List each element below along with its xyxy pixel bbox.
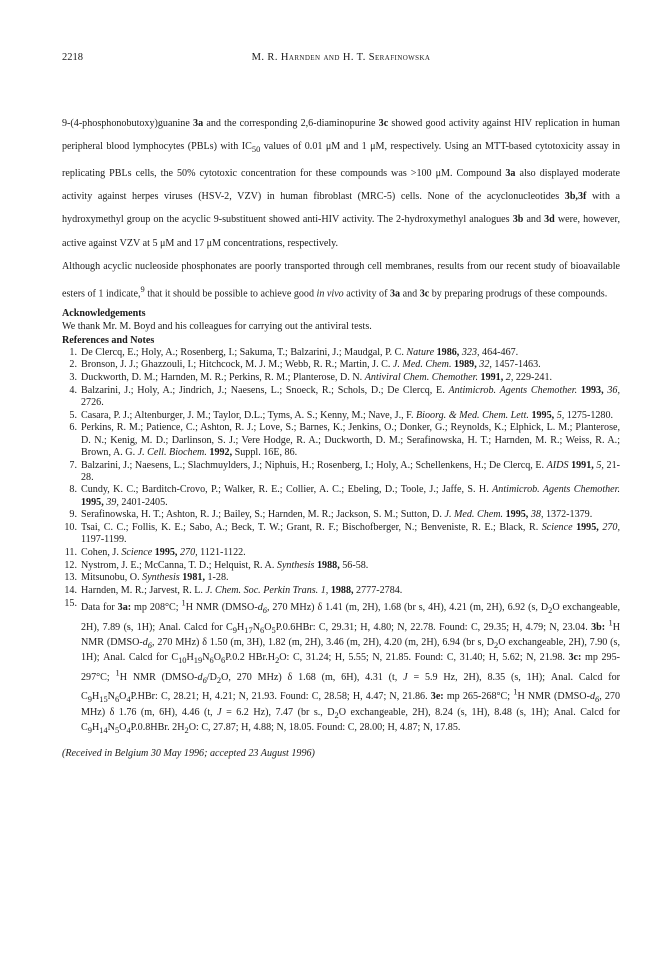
reference-number: 5. (69, 409, 77, 421)
reference-item (62, 422, 620, 459)
reference-number: 7. (69, 459, 77, 471)
reference-text: Tsai, C. C.; Follis, K. E.; Sabo, A.; Beck, T. W.; Grant, R. F.; Bischofberger, N.; Benveniste, R. E.; Black, R. Science 1995, 270, 1197-1199. (81, 522, 620, 546)
journal-page (62, 52, 620, 760)
reference-text: Perkins, R. M.; Patience, C.; Ashton, R. J.; Love, S.; Barnes, K.; Jenkins, O.; Donker, G.; Reynolds, K.; Elphick, L. M.; Planterose, D. N.; Kenig, M. D.; Darlinson, S. J.; Vere Hodge, R. A.; Duckworth, D. M.; Serafinowska, H. T.; Harnden, M. R.; Weiss, R. A.; Brown, A. G. J. Cell. Biochem. 1992, Suppl. 16E, 86. (81, 422, 620, 458)
reference-item (62, 359, 620, 371)
page-number: 2218 (62, 52, 83, 63)
reference-item (62, 560, 620, 572)
received-note: (Received in Belgium 30 May 1996; accepted 23 August 1996) (62, 748, 315, 759)
reference-number: 9. (69, 509, 77, 521)
reference-item (62, 385, 620, 409)
reference-item (62, 522, 620, 546)
reference-text: De Clercq, E.; Holy, A.; Rosenberg, I.; Sakuma, T.; Balzarini, J.; Maudgal, P. C. Nature 1986, 323, 464-467. (81, 346, 519, 358)
reference-number: 3. (69, 372, 77, 384)
reference-item (62, 509, 620, 521)
references-heading: References and Notes (62, 334, 155, 346)
reference-number: 13. (64, 572, 77, 584)
reference-text: Harnden, M. R.; Jarvest, R. L. J. Chem. Soc. Perkin Trans. 1, 1988, 2777-2784. (81, 585, 403, 597)
reference-text: Nystrom, J. E.; McCanna, T. D.; Helquist, R. A. Synthesis 1988, 56-58. (81, 559, 369, 571)
reference-text: Bronson, J. J.; Ghazzouli, I.; Hitchcock, M. J. M.; Webb, R. R.; Martin, J. C. J. Med. Chem. 1989, 32, 1457-1463. (81, 359, 541, 371)
reference-item (62, 484, 620, 508)
reference-item (62, 460, 620, 484)
acknowledgements-text: We thank Mr. M. Boyd and his colleagues for carrying out the antiviral tests. (62, 320, 372, 332)
body-paragraph-activity: 9-(4-phosphonobutoxy)guanine 3a and the corresponding 2,6-diaminopurine 3c showed good activity against HIV replication in human peripheral blood lymphocytes (PBLs) with $IC_{50}$ values of 0.01 μM and 1 μM, respectively. Using an MTT-based cytotoxicity assay in replicating PBLs cells, the 50% cytotoxic concentration for these compounds was >100 μM. Compound 3a also displayed moderate activity against herpes viruses (HSV-2, VZV) in human fibroblast (MRC-5) cells. None of the acyclonucleotides 3b,3f with a hydroxymethyl group on the acyclic 9-substituent showed anti-HIV activity. The 2-hydroxymethyl analogues 3b and 3d were, however, active against VZV at 5 μM and 17 μM concentrations, respectively. (62, 118, 621, 249)
reference-text: Mitsunobu, O. Synthesis 1981, 1-28. (81, 572, 229, 584)
reference-item (62, 598, 620, 737)
reference-number: 2. (69, 359, 77, 371)
reference-number: 4. (69, 384, 77, 396)
reference-number: 11. (64, 547, 77, 558)
reference-number: 6. (69, 422, 77, 434)
reference-item (62, 547, 620, 559)
reference-text: Balzarini, J.; Holy, A.; Jindrich, J.; Naesens, L.; Snoeck, R.; Schols, D.; De Clercq, E. Antimicrob. Agents Chemother. 1993, 36, 2726. (81, 384, 620, 409)
page-header (62, 52, 620, 70)
reference-item (62, 347, 620, 359)
reference-number: 14. (64, 585, 77, 597)
reference-number: 10. (64, 522, 77, 534)
reference-item (62, 410, 620, 422)
body-paragraph-prodrugs: Although acyclic nucleoside phosphonates are poorly transported through cell membranes, results from our recent study of bioavailable esters of 1 indicate,$^9$ that it should be possible to achieve good in vivo activity of 3a and 3c by preparing prodrugs of these compounds. (62, 260, 620, 300)
reference-text: Serafinowska, H. T.; Ashton, R. J.; Bailey, S.; Harnden, M. R.; Jackson, S. M.; Sutton, D. J. Med. Chem. 1995, 38, 1372-1379. (81, 509, 593, 521)
running-head-authors: M. R. Harnden and H. T. Serafinowska (251, 52, 431, 63)
reference-item (62, 372, 620, 384)
reference-item (62, 572, 620, 584)
reference-number: 12. (64, 559, 77, 571)
reference-text: Cundy, K. C.; Barditch-Crovo, P.; Walker, R. E.; Collier, A. C.; Ebeling, D.; Toole, J.; Jaffe, S. H. Antimicrob. Agents Chemother. 1995, 39, 2401-2405. (81, 484, 620, 508)
reference-number: 8. (69, 484, 77, 496)
reference-item (62, 585, 620, 597)
reference-text: Casara, P. J.; Altenburger, J. M.; Taylor, D.L.; Tyms, A. S.; Kenny, M.; Nave, J., F. Bioorg. & Med. Chem. Lett. 1995, 5, 1275-1280. (81, 409, 614, 421)
reference-text: Data for 3a: mp 208°C; $^1$H NMR ($DMSO-d_6$, 270 MHz) δ 1.41 (m, 2H), 1.68 (br s, 4H), 4.21 (m, 2H), 6.92 (s, $D_2O$ exchangeable, 2H), 7.89 (s, 1H); Anal. Calcd for $C_9H_{17}N_6O_5P.0.6HBr$: C, 29.31; H, 4.80; N, 22.78. Found: C, 29.35; H, 4.79; N, 23.04. 3b: $^1$H NMR ($DMSO-d_6$, 270 MHz) δ 1.50 (m, 3H), 1.82 (m, 2H), 3.46 (m, 2H), 4.20 (m, 2H), 6.94 (br s, $D_2O$ exchangeable, 2H), 7.90 (s, 1H); Anal. Calcd for $C_{10}H_{19}N_6O_6P.0.2$ $HBr.H_2O$: C, 31.24; H, 5.55; N, 21.85. Found: C, 31.40; H, 5.62; N, 21.98. 3c: mp 295-297°C; $^1$H NMR ($DMSO-d_6/D_2O$, 270 MHz) δ 1.68 (m, 6H), 4.31 (t, J = 5.9 Hz, 2H), 8.35 (s, 1H); Anal. Calcd for $C_9H_{15}N_6O_4P.HBr$: C, 28.21; H, 4.21; N, 21.93. Found: C, 28.58; H, 4.47; N, 21.86. 3e: mp 265-268°C; $^1$H NMR ($DMSO-d_6$, 270 MHz) δ 1.76 (m, 6H), 4.46 (t, J = 6.2 Hz), 7.47 (br s., $D_2O$ exchangeable, 2H), 8.24 (s, 1H), 8.48 (s, 1H); Anal. Calcd for $C_9H_{14}N_5O_4P.0.8HBr$. $2H_2O$: C, 27.87; H, 4.88; N, 18.05. Found: C, 28.00; H, 4.87; N, 17.85. (81, 598, 621, 735)
reference-text: Cohen, J. Science 1995, 270, 1121-1122. (81, 547, 246, 558)
reference-number: 15. (64, 597, 77, 609)
references-list (62, 347, 620, 737)
reference-number: 1. (69, 346, 77, 358)
reference-text: Balzarini, J.; Naesens, L.; Slachmuylders, J.; Niphuis, H.; Rosenberg, I.; Holy, A.; Schellenkens, H.; De Clercq, E. AIDS 1991, 5, 21-28. (81, 459, 620, 483)
acknowledgements-heading: Acknowledgements (62, 307, 146, 319)
reference-text: Duckworth, D. M.; Harnden, M. R.; Perkins, R. M.; Planterose, D. N. Antiviral Chem. Chemother. 1991, 2, 229-241. (81, 372, 553, 384)
